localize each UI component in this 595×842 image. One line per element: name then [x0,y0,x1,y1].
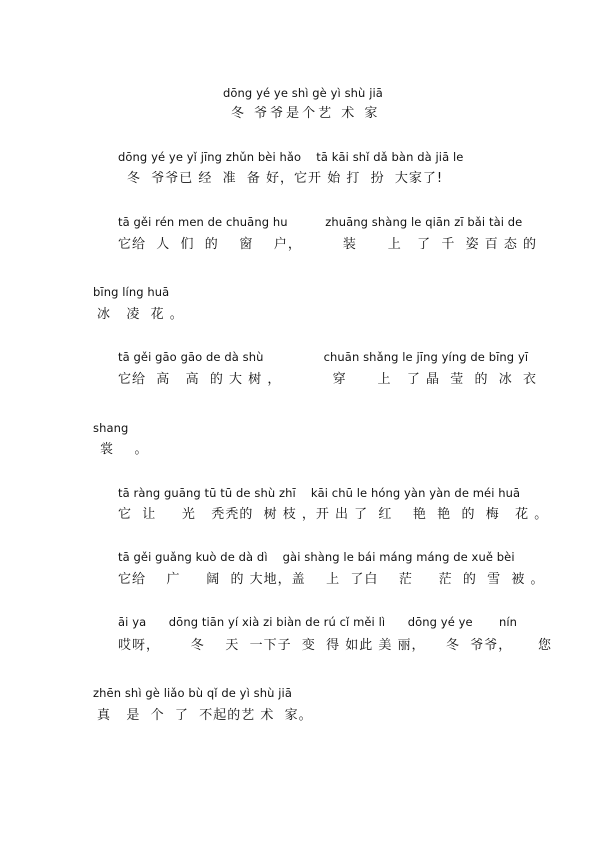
line-7-pinyin: tā gěi guǎng kuò de dà dì gài shàng le bái máng máng de xuě bèi [118,550,515,564]
line-3-hanzi: 冰 凌 花 。 [97,307,184,322]
line-3-pinyin: bīng líng huā [93,285,170,299]
line-4-hanzi: 它给 高 高 的 大 树 ， 穿 上 了 晶 莹 的 冰 衣 [118,372,538,387]
line-6-pinyin: tā ràng guāng tū tū de shù zhī kāi chū le hóng yàn yàn de méi huā [118,486,521,500]
line-4-pinyin: tā gěi gāo gāo de dà shù chuān shǎng le jīng yíng de bīng yī [118,350,529,364]
line-8-pinyin: āi ya dōng tiān yí xià zi biàn de rú cǐ měi lì dōng yé ye nín [118,615,518,629]
title-hanzi: 冬 爷爷是个艺 术 家 [231,106,381,121]
line-2-pinyin: tā gěi rén men de chuāng hu zhuāng shàng le qiān zī bǎi tài de [118,215,523,229]
line-8-hanzi: 哎呀， 冬 天 一下子 变 得 如此 美 丽， 冬 爷爷， 您 [118,638,552,653]
line-2-hanzi: 它给 人 们 的 窗 户， 装 上 了 千 姿 百 态 的 [118,237,538,252]
line-5-pinyin: shang [93,421,129,435]
line-7-hanzi: 它给 广 阔 的 大地，盖 上 了白 茫 茫 的 雪 被 。 [118,572,545,587]
line-1-pinyin: dōng yé ye yǐ jīng zhǔn bèi hǎo tā kāi shǐ dǎ bàn dà jiā le [118,150,464,164]
line-1-hanzi: 冬 爷爷已 经 准 备 好，它开 始 打 扮 大家了! [127,171,444,186]
line-9-hanzi: 真 是 个 了 不起的艺 术 家。 [97,708,313,723]
line-6-hanzi: 它 让 光 秃秃的 树 枝 ，开 出 了 红 艳 艳 的 梅 花 。 [118,507,549,522]
line-5-hanzi: 裳 。 [100,442,149,457]
title-pinyin: dōng yé ye shì gè yì shù jiā [223,86,383,100]
line-9-pinyin: zhēn shì gè liǎo bù qǐ de yì shù jiā [93,686,292,700]
